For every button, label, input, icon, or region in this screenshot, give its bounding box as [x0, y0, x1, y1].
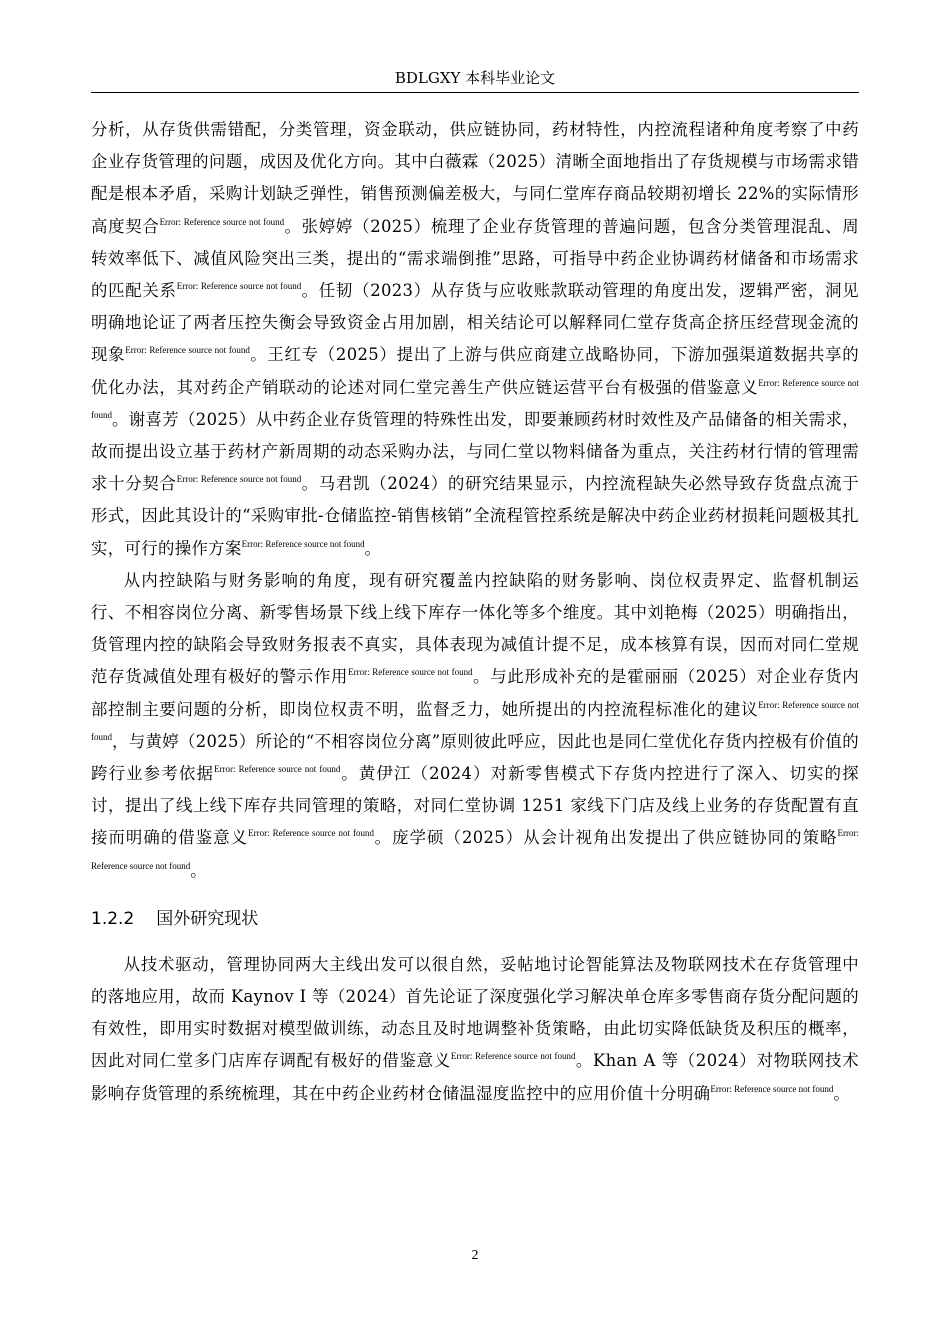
- reference-error-marker: Error: Reference source not found: [91, 377, 859, 420]
- paragraph-text: 。: [190, 860, 207, 880]
- reference-error-marker: Error: Reference source not found: [125, 345, 250, 356]
- document-body: [91, 114, 859, 1110]
- reference-error-marker: Error: Reference source not found: [241, 538, 365, 549]
- paragraph-text: 。张婷婷（2025）梳理了企业存货管理的普遍问题，包含分类管理混乱、周转效率低下、减值风险突出三类，提出的“需求端倒推”思路，可指导中药企业协调药材储备和市场需求的匹配关系: [91, 216, 859, 301]
- paragraph-text: 。庞学硕（2025）从会计视角出发提出了供应链协同的策略: [373, 828, 838, 848]
- paragraph-text: 。与此形成补充的是霍丽丽（2025）对企业存货内部控制主要问题的分析，即岗位权责不明，监督乏力，她所提出的内控流程标准化的建议: [91, 667, 859, 719]
- reference-error-marker: Error: Reference source not found: [348, 667, 473, 678]
- body-paragraph: [91, 949, 859, 1110]
- section-heading: [91, 901, 859, 937]
- reference-error-marker: Error: Reference source not found: [710, 1083, 834, 1094]
- paragraph-text: 。马君凯（2024）的研究结果显示，内控流程缺失必然导致存货盘点流于形式，因此其设计的“采购审批-仓储监控-销售核销”全流程管控系统是解决中药企业药材损耗问题极其扎实，可行的操作方案: [91, 474, 859, 558]
- paragraph-text: 。: [364, 538, 382, 558]
- reference-error-marker: Error: Reference source not found: [91, 828, 859, 871]
- paragraph-group-domestic: [91, 114, 859, 887]
- body-paragraph: [91, 114, 859, 565]
- section-number: 1.2.2: [91, 908, 135, 929]
- paragraph-text: 。Khan A 等（2024）对物联网技术影响存货管理的系统梳理，其在中药企业药材仓储温湿度监控中的应用价值十分明确: [91, 1051, 859, 1103]
- paragraph-text: 从技术驱动，管理协同两大主线出发可以很自然，妥帖地讨论智能算法及物联网技术在存货管理中的落地应用，故而 Kaynov I 等（2024）首先论证了深度强化学习解决单仓库多零售商存货分配问题的有效性，即用实时数据对模型做训练，动态且及时地调整补货策略，由此切实降低缺货及积压的概率，因此对同仁堂多门店库存调配有极好的借鉴意义: [91, 954, 859, 1071]
- section-title: 国外研究现状: [156, 908, 259, 929]
- paragraph-group-foreign: [91, 949, 859, 1110]
- reference-error-marker: Error: Reference source not found: [248, 828, 374, 839]
- reference-error-marker: Error: Reference source not found: [176, 281, 302, 292]
- paragraph-text: 。任韧（2023）从存货与应收账款联动管理的角度出发，逻辑严密，洞见明确地论证了两者压控失衡会导致资金占用加剧，相关结论可以解释同仁堂存货高企挤压经营现金流的现象: [91, 281, 859, 365]
- paragraph-text: 分析，从存货供需错配，分类管理，资金联动，供应链协同，药材特性，内控流程诸种角度考察了中药企业存货管理的问题，成因及优化方向。其中白薇霖（2025）清晰全面地指出了存货规模与市场需求错配是根本矛盾，采购计划缺乏弹性，销售预测偏差极大，与同仁堂库存商品较期初增长 22%的实际情形高度契合: [91, 120, 859, 236]
- reference-error-marker: Error: Reference source not found: [159, 216, 285, 227]
- page-number: 2: [471, 1248, 479, 1263]
- paragraph-text: 。王红专（2025）提出了上游与供应商建立战略协同，下游加强渠道数据共享的优化办法，其对药企产销联动的论述对同仁堂完善生产供应链运营平台有极强的借鉴意义: [91, 345, 859, 397]
- reference-error-marker: Error: Reference source not found: [450, 1051, 576, 1062]
- paragraph-text: 。黄伊江（2024）对新零售模式下存货内控进行了深入、切实的探讨，提出了线上线下库存共同管理的策略，对同仁堂协调 1251 家线下门店及线上业务的存货配置有直接而明确的借鉴意义: [91, 764, 859, 848]
- header-title: BDLGXY 本科毕业论文: [394, 69, 556, 87]
- reference-error-marker: Error: Reference source not found: [91, 699, 859, 742]
- paragraph-text: 。谢喜芳（2025）从中药企业存货管理的特殊性出发，即要兼顾药材时效性及产品储备的相关需求，故而提出设立基于药材产新周期的动态采购办法，与同仁堂以物料储备为重点，关注药材行情的管理需求十分契合: [91, 409, 859, 494]
- paragraph-text: 从内控缺陷与财务影响的角度，现有研究覆盖内控缺陷的财务影响、岗位权责界定、监督机制运行、不相容岗位分离、新零售场景下线上线下库存一体化等多个维度。其中刘艳梅（2025）明确指出，货管理内控的缺陷会导致财务报表不真实，具体表现为减值计提不足，成本核算有误，因而对同仁堂规范存货减值处理有极好的警示作用: [91, 570, 859, 687]
- body-paragraph: [91, 565, 859, 887]
- reference-error-marker: Error: Reference source not found: [176, 474, 302, 485]
- page-footer: [0, 1248, 950, 1264]
- paragraph-text: ，与黄婷（2025）所论的“不相容岗位分离”原则彼此呼应，因此也是同仁堂优化存货内控极有价值的跨行业参考依据: [91, 731, 859, 784]
- page-header: [91, 64, 859, 93]
- paragraph-text: 。: [833, 1083, 851, 1103]
- reference-error-marker: Error: Reference source not found: [214, 764, 341, 775]
